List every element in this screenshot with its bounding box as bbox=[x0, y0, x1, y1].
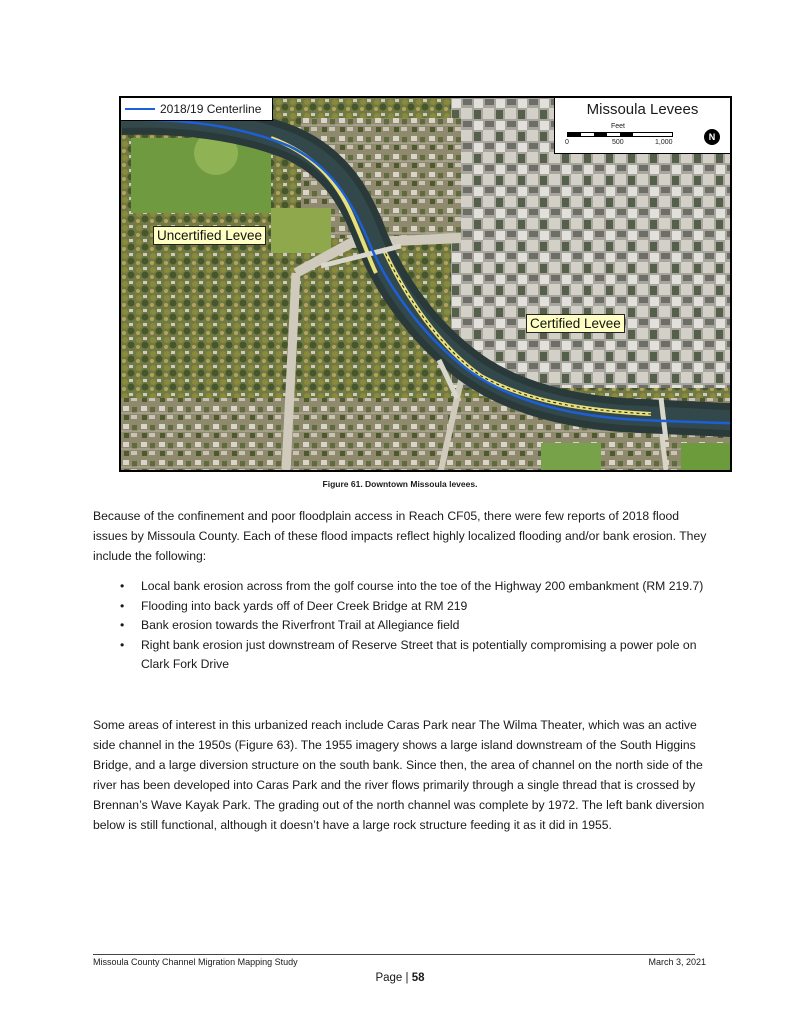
page-number-value: 58 bbox=[411, 972, 425, 984]
certified-levee-label: Certified Levee bbox=[526, 314, 625, 333]
north-arrow-icon: N bbox=[704, 129, 720, 145]
map-title: Missoula Levees bbox=[586, 101, 699, 118]
list-item: • Bank erosion towards the Riverfront Trail at Allegiance field bbox=[120, 616, 720, 636]
intro-paragraph: Because of the confinement and poor floodplain access in Reach CF05, there were few reports of 2018 flood issues by Missoula County. Each of these flood impacts reflect highly localized flooding and/or bank erosion. They include the following: bbox=[93, 509, 707, 563]
figure-caption: Figure 61. Downtown Missoula levees. bbox=[322, 479, 478, 489]
scale-tick-0: 0 bbox=[565, 139, 569, 146]
scale-tick-500: 500 bbox=[612, 139, 624, 146]
closing-paragraph: Some areas of interest in this urbanized reach include Caras Park near The Wilma Theater, which was an active side channel in the 1950s (Figure 63). The 1955 imagery shows a large island downstream of the South Higgins Bridge, and a large diversion structure on the south bank. Since then, the area of channel on the north side of the river has been developed into Caras Park and the river flows primarily through a single thread that is crossed by Brennan’s Wave Kayak Park. The grading out of the north channel was complete by 1972. The left bank diversion below is still functional, although it doesn’t have a large rock structure feeding it as it did in 1955. bbox=[93, 718, 705, 832]
scale-tick-1000: 1,000 bbox=[655, 139, 673, 146]
map-title-box bbox=[554, 98, 730, 154]
scale-unit: Feet bbox=[611, 123, 626, 130]
footer-divider bbox=[93, 954, 695, 955]
flood-impact-list bbox=[120, 577, 720, 675]
map-legend bbox=[121, 98, 273, 121]
footer-date: March 3, 2021 bbox=[648, 957, 706, 967]
list-item: • Local bank erosion across from the golf course into the toe of the Highway 200 embankment (RM 219.7) bbox=[120, 577, 720, 597]
scale-bar bbox=[567, 132, 673, 137]
uncertified-levee-label: Uncertified Levee bbox=[153, 226, 266, 245]
centerline-legend-swatch bbox=[125, 108, 155, 110]
list-item: • Right bank erosion just downstream of Reserve Street that is potentially compromising a power pole on Clark Fork Drive bbox=[120, 636, 720, 675]
page-prefix: Page | bbox=[375, 972, 412, 984]
list-item: • Flooding into back yards off of Deer Creek Bridge at RM 219 bbox=[120, 597, 720, 617]
legend-label: 2018/19 Centerline bbox=[160, 102, 262, 116]
footer-study-title: Missoula County Channel Migration Mapping Study bbox=[93, 957, 298, 967]
levee-map-figure bbox=[119, 96, 732, 472]
page-number bbox=[0, 972, 800, 984]
